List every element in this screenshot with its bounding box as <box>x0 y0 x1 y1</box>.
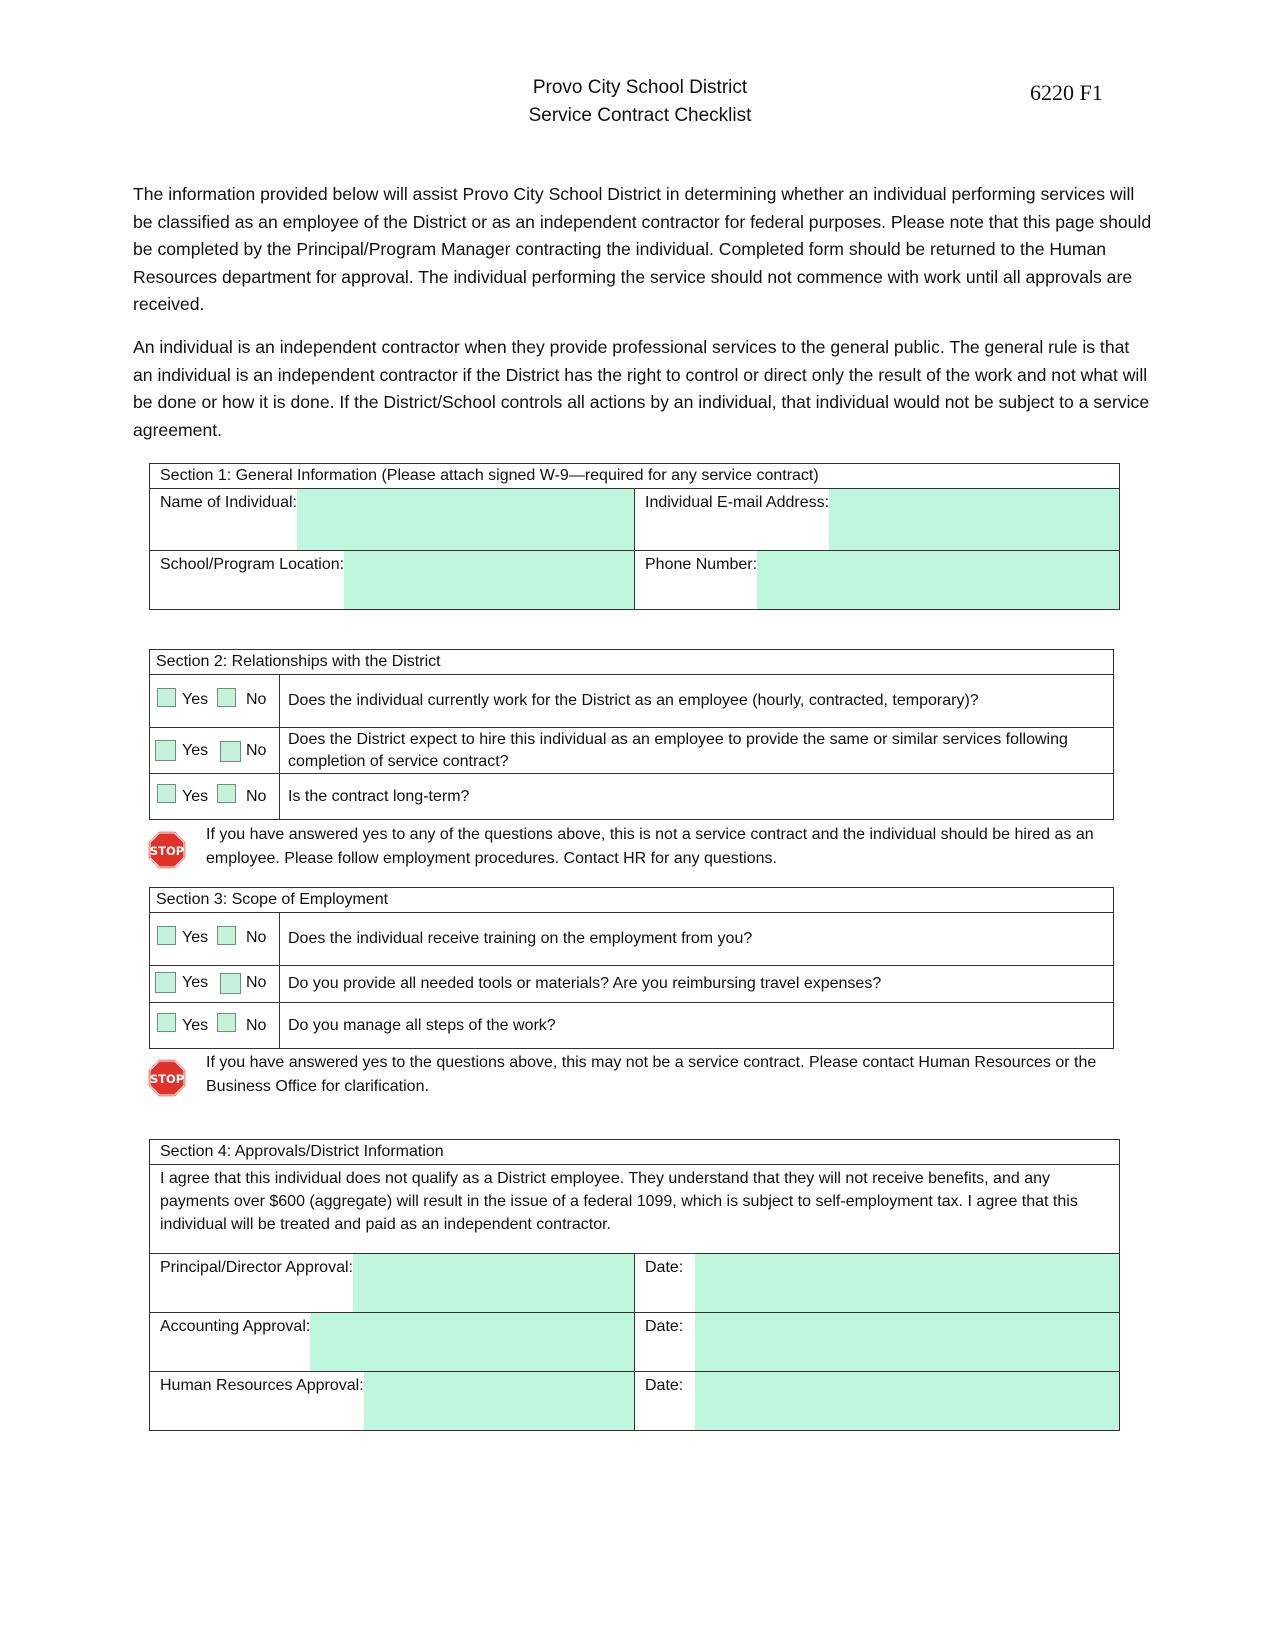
yes-label: Yes <box>182 691 209 708</box>
intro-paragraph-1: The information provided below will assist Provo City School District in determining whether an individual performing services will be classified as an employee of the District or as an independent contractor for federal purposes. Please note that this page should be completed by the Principal/Program Manager contracting the individual. Completed form should be returned to the Human Resources department for approval. The individual performing the service should not commence with work until all approvals are received. <box>133 184 1152 314</box>
yes-checkbox[interactable] <box>155 972 176 993</box>
section-2-table <box>149 649 1114 820</box>
agreement-text: I agree that this individual does not qualify as a District employee. They understand that they will not receive benefits, and any payments over $600 (aggregate) will result in the issue of a federal 1099, which is subject to self-employment tax. I agree that this individual will be treated and paid as an independent contractor. <box>150 1165 1120 1254</box>
section-4-header: Section 4: Approvals/District Information <box>150 1140 1120 1165</box>
svg-text:STOP: STOP <box>149 844 185 858</box>
yes-checkbox[interactable] <box>157 926 176 945</box>
no-checkbox[interactable] <box>220 741 241 762</box>
section-3-header: Section 3: Scope of Employment <box>150 888 1114 913</box>
no-checkbox[interactable] <box>217 1013 236 1032</box>
district-name: Provo City School District <box>532 77 748 98</box>
email-field[interactable] <box>829 489 1119 550</box>
principal-approval-label: Principal/Director Approval: <box>160 1259 353 1276</box>
question-text: Does the individual receive training on the employment from you? <box>280 913 1114 966</box>
date-label: Date: <box>645 1259 684 1276</box>
question-text: Does the individual currently work for the District as an employee (hourly, contracted, temporary)? <box>280 675 1114 728</box>
name-field[interactable] <box>297 489 634 550</box>
no-label: No <box>246 691 267 708</box>
yes-no-group <box>150 774 280 820</box>
yes-label: Yes <box>182 742 209 759</box>
no-checkbox[interactable] <box>217 784 236 803</box>
no-checkbox[interactable] <box>217 926 236 945</box>
section-3-table <box>149 887 1114 1049</box>
question-text: Is the contract long-term? <box>280 774 1114 820</box>
svg-text:STOP: STOP <box>149 1072 185 1086</box>
stop-sign-icon <box>147 1058 187 1098</box>
yes-checkbox[interactable] <box>157 688 176 707</box>
no-label: No <box>246 974 267 991</box>
yes-no-group <box>150 728 280 774</box>
question-text: Do you manage all steps of the work? <box>280 1003 1114 1049</box>
form-number: 6220 F1 <box>1030 80 1103 105</box>
yes-no-group <box>150 966 280 1003</box>
yes-no-group <box>150 1003 280 1049</box>
name-label: Name of Individual: <box>160 494 297 511</box>
date-field[interactable] <box>695 1372 1119 1430</box>
email-label: Individual E-mail Address: <box>645 494 830 511</box>
intro-paragraph-2: An individual is an independent contractor when they provide professional services to the general public. The general rule is that an individual is an independent contractor if the District has the right to control or direct only the result of the work and not what will be done or how it is done. If the District/School controls all actions by an individual, that individual would not be subject to a service agreement. <box>133 337 1150 440</box>
no-label: No <box>246 788 267 805</box>
yes-label: Yes <box>182 788 209 805</box>
location-field[interactable] <box>344 551 634 609</box>
no-label: No <box>246 929 267 946</box>
yes-checkbox[interactable] <box>157 784 176 803</box>
yes-label: Yes <box>182 929 209 946</box>
date-field[interactable] <box>695 1254 1119 1312</box>
no-label: No <box>246 742 267 759</box>
yes-label: Yes <box>182 1017 209 1034</box>
phone-label: Phone Number: <box>645 556 758 573</box>
date-label: Date: <box>645 1318 684 1335</box>
date-label: Date: <box>645 1377 684 1394</box>
yes-checkbox[interactable] <box>157 1013 176 1032</box>
no-checkbox[interactable] <box>220 973 241 994</box>
principal-approval-field[interactable] <box>353 1254 634 1312</box>
accounting-approval-label: Accounting Approval: <box>160 1318 311 1335</box>
hr-approval-label: Human Resources Approval: <box>160 1377 364 1394</box>
stop-note: If you have answered yes to any of the questions above, this is not a service contract and the individual should be hired as an employee. Please follow employment procedures. Contact HR for any questions. <box>206 826 1094 867</box>
phone-field[interactable] <box>757 551 1119 609</box>
yes-no-group <box>150 675 280 728</box>
section-1-header: Section 1: General Information (Please attach signed W-9—required for any service contract) <box>150 464 1120 489</box>
stop-note: If you have answered yes to the questions above, this may not be a service contract. Please contact Human Resources or the Business Office for clarification. <box>206 1054 1097 1095</box>
date-field[interactable] <box>695 1313 1119 1371</box>
question-text: Does the District expect to hire this individual as an employee to provide the same or similar services following completion of service contract? <box>280 728 1114 774</box>
hr-approval-field[interactable] <box>364 1372 634 1430</box>
accounting-approval-field[interactable] <box>310 1313 634 1371</box>
yes-label: Yes <box>182 974 209 991</box>
yes-no-group <box>150 913 280 966</box>
section-2-header: Section 2: Relationships with the District <box>150 650 1114 675</box>
no-label: No <box>246 1017 267 1034</box>
location-label: School/Program Location: <box>160 556 345 573</box>
yes-checkbox[interactable] <box>155 740 176 761</box>
section-4-table <box>149 1139 1120 1431</box>
no-checkbox[interactable] <box>217 688 236 707</box>
form-title: Service Contract Checklist <box>528 105 752 126</box>
question-text: Do you provide all needed tools or materials? Are you reimbursing travel expenses? <box>280 966 1114 1003</box>
section-1-table <box>149 463 1120 610</box>
stop-sign-icon <box>147 830 187 870</box>
